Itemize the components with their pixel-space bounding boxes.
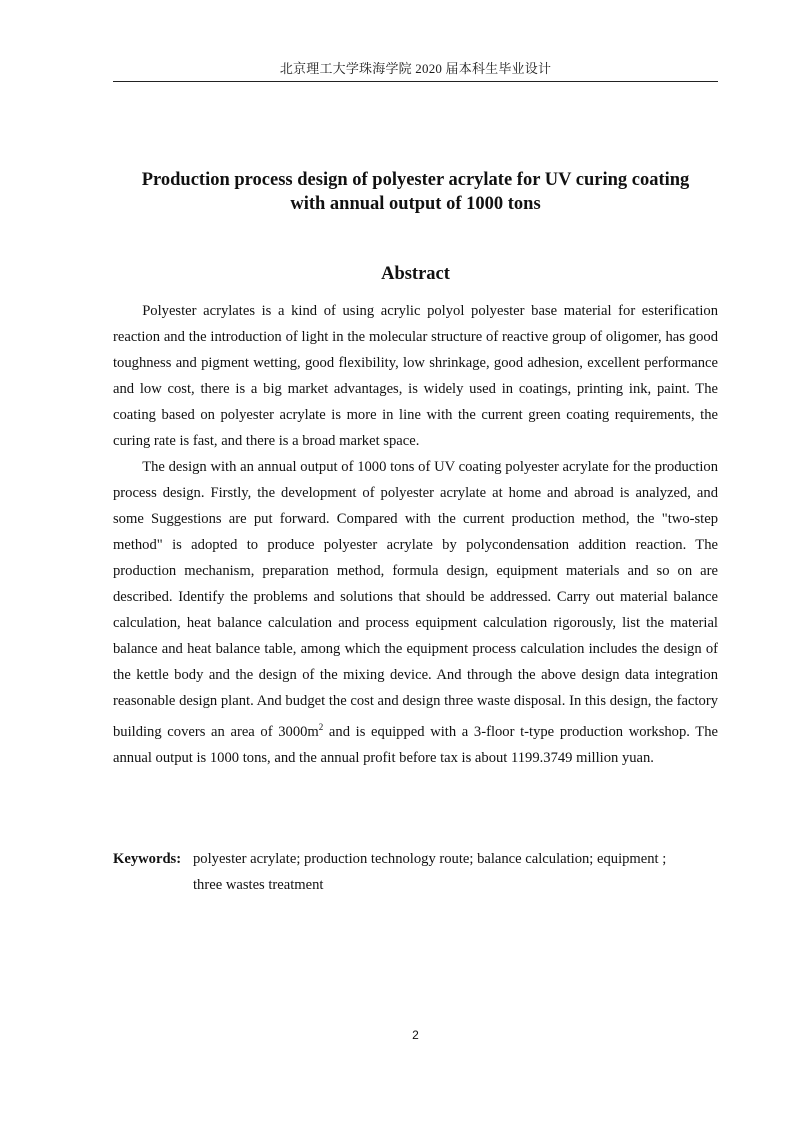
keywords-block [113, 846, 718, 898]
abstract-heading: Abstract [381, 264, 450, 284]
area-unit-superscript: 2 [318, 722, 324, 732]
keywords-line-1 [113, 846, 718, 872]
abstract-paragraph-1: Polyester acrylates is a kind of using acrylic polyol polyester base material for esterification reaction and the introduction of light in the molecular structure of reactive group of oligomer, has good toughness and pigment wetting, good flexibility, low shrinkage, good adhesion, excellent performance and low cost, there is a big market advantages, is widely used in coatings, printing ink, paint. The coating based on polyester acrylate is more in line with the current green coating requirements, the curing rate is fast, and there is a broad market space. [113, 303, 718, 449]
keywords-label: Keywords: [113, 851, 182, 867]
page-number: 2 [412, 1028, 419, 1042]
running-header: 北京理工大学珠海学院 2020 届本科生毕业设计 [279, 61, 552, 76]
title-line-2: with annual output of 1000 tons [290, 194, 541, 214]
document-title [113, 168, 718, 216]
title-line-1: Production process design of polyester acrylate for UV curing coating [141, 170, 690, 190]
abstract-paragraph-2-text-a: The design with an annual output of 1000 tons of UV coating polyester acrylate for the production process design. Firstly, the development of polyester acrylate at home and abroad is analyzed, and some Suggestions are put forward. Compared with the current production method, the "two-step method" is adopted to produce polyester acrylate by polycondensation addition reaction. The production mechanism, preparation method, formula design, equipment materials and so on are described. Identify the problems and solutions that should be addressed. Carry out material balance calculation, heat balance calculation and process equipment calculation rigorously, list the material balance and heat balance table, among which the equipment process calculation includes the design of the kettle body and the design of the mixing device. And through the above design data integration reasonable design plant. And budget the cost and design three waste disposal. In this design, the factory building covers an area of 3000m [113, 459, 718, 740]
abstract-paragraph-2-text-b: and is equipped with a 3-floor t-type production workshop. The annual output is 1000 tons, and the annual profit before tax is about 1199.3749 million yuan. [113, 723, 718, 766]
abstract-body [113, 298, 718, 771]
keywords-list-line-2: three wastes treatment [193, 877, 324, 893]
header-divider [113, 81, 718, 82]
abstract-paragraph-2 [113, 454, 718, 771]
keywords-list-line-1: polyester acrylate; production technology route; balance calculation; equipment ; [193, 851, 667, 867]
